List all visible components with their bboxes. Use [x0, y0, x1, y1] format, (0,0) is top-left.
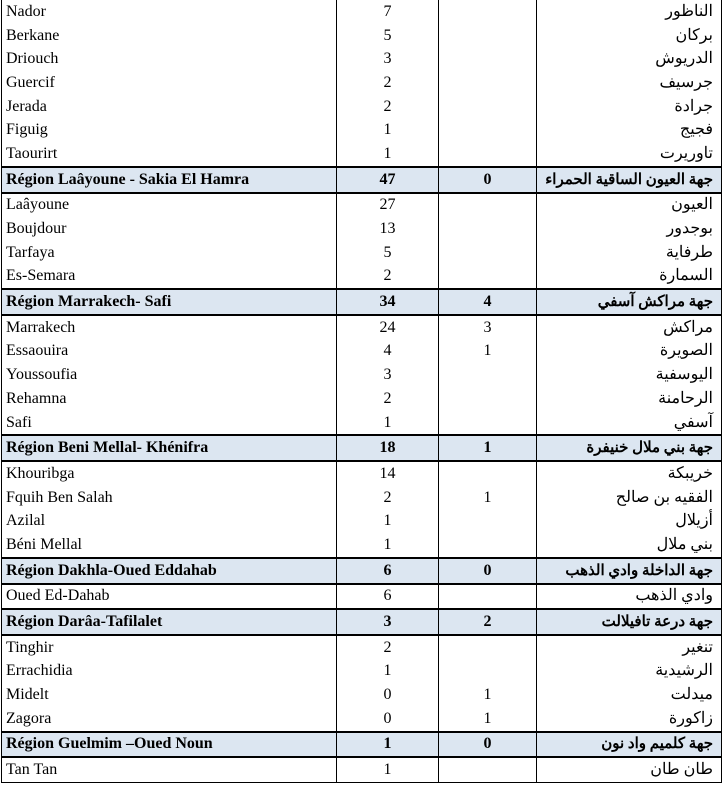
province-row [2, 24, 722, 48]
province-name-fr: Berkane [2, 24, 337, 48]
count-confirmed: 47 [337, 167, 439, 193]
province-name-ar: آسفي [537, 411, 722, 436]
count-secondary [439, 193, 537, 218]
count-secondary [439, 660, 537, 684]
count-confirmed: 5 [337, 24, 439, 48]
count-secondary: 0 [439, 558, 537, 584]
region-name-fr: Région Marrakech- Safi [2, 289, 337, 315]
count-secondary [439, 635, 537, 660]
province-name-fr: Marrakech [2, 315, 337, 340]
count-confirmed: 6 [337, 584, 439, 610]
count-secondary [439, 24, 537, 48]
province-row [2, 47, 722, 71]
count-secondary [439, 118, 537, 142]
province-name-fr: Boujdour [2, 217, 337, 241]
province-name-fr: Essaouira [2, 340, 337, 364]
province-name-fr: Rehamna [2, 387, 337, 411]
province-name-ar: زاكورة [537, 707, 722, 732]
count-secondary [439, 363, 537, 387]
province-row [2, 340, 722, 364]
province-row [2, 118, 722, 142]
province-name-fr: Laâyoune [2, 193, 337, 218]
count-confirmed: 1 [337, 118, 439, 142]
count-confirmed: 1 [337, 757, 439, 782]
province-name-fr: Fquih Ben Salah [2, 486, 337, 510]
province-name-ar: السمارة [537, 265, 722, 290]
province-row [2, 533, 722, 558]
count-secondary: 0 [439, 732, 537, 758]
count-secondary: 2 [439, 609, 537, 635]
cases-by-region-table [1, 0, 722, 783]
count-confirmed: 1 [337, 142, 439, 167]
count-secondary: 1 [439, 340, 537, 364]
province-row [2, 660, 722, 684]
count-secondary: 0 [439, 167, 537, 193]
region-name-fr: Région Guelmim –Oued Noun [2, 732, 337, 758]
province-name-fr: Azilal [2, 509, 337, 533]
region-name-ar: جهة الداخلة وادي الذهب [537, 558, 722, 584]
count-secondary: 4 [439, 289, 537, 315]
count-confirmed: 2 [337, 387, 439, 411]
region-row [2, 435, 722, 461]
count-secondary [439, 0, 537, 24]
count-secondary: 3 [439, 315, 537, 340]
region-name-fr: Région Laâyoune - Sakia El Hamra [2, 167, 337, 193]
count-confirmed: 3 [337, 47, 439, 71]
count-secondary [439, 757, 537, 782]
province-name-ar: بركان [537, 24, 722, 48]
province-name-fr: Tarfaya [2, 241, 337, 265]
province-name-ar: تاوريرت [537, 142, 722, 167]
province-name-fr: Béni Mellal [2, 533, 337, 558]
province-name-ar: طرفاية [537, 241, 722, 265]
province-name-fr: Jerada [2, 95, 337, 119]
province-name-ar: الصويرة [537, 340, 722, 364]
region-row [2, 558, 722, 584]
province-name-ar: طان طان [537, 757, 722, 782]
province-row [2, 509, 722, 533]
count-confirmed: 2 [337, 265, 439, 290]
province-row [2, 95, 722, 119]
count-confirmed: 13 [337, 217, 439, 241]
province-name-ar: اليوسفية [537, 363, 722, 387]
province-row [2, 683, 722, 707]
count-secondary: 1 [439, 707, 537, 732]
count-secondary [439, 387, 537, 411]
count-secondary: 1 [439, 486, 537, 510]
count-confirmed: 2 [337, 71, 439, 95]
count-confirmed: 1 [337, 660, 439, 684]
count-secondary [439, 142, 537, 167]
province-name-ar: جرادة [537, 95, 722, 119]
count-confirmed: 24 [337, 315, 439, 340]
province-row [2, 217, 722, 241]
province-row [2, 387, 722, 411]
province-name-ar: الفقيه بن صالح [537, 486, 722, 510]
province-name-ar: ميدلت [537, 683, 722, 707]
province-name-fr: Tinghir [2, 635, 337, 660]
count-secondary: 1 [439, 435, 537, 461]
province-row [2, 584, 722, 610]
province-name-ar: تنغير [537, 635, 722, 660]
region-name-fr: Région Dakhla-Oued Eddahab [2, 558, 337, 584]
count-confirmed: 27 [337, 193, 439, 218]
province-row [2, 265, 722, 290]
province-name-ar: خريبكة [537, 461, 722, 486]
count-confirmed: 1 [337, 533, 439, 558]
count-secondary [439, 411, 537, 436]
count-confirmed: 14 [337, 461, 439, 486]
province-row [2, 707, 722, 732]
province-name-fr: Tan Tan [2, 757, 337, 782]
province-name-ar: وادي الذهب [537, 584, 722, 610]
province-row [2, 757, 722, 782]
province-name-fr: Driouch [2, 47, 337, 71]
count-confirmed: 2 [337, 95, 439, 119]
province-name-ar: الرحامنة [537, 387, 722, 411]
province-row [2, 635, 722, 660]
province-row [2, 193, 722, 218]
count-secondary [439, 533, 537, 558]
province-name-fr: Midelt [2, 683, 337, 707]
region-name-fr: Région Darâa-Tafilalet [2, 609, 337, 635]
province-name-fr: Zagora [2, 707, 337, 732]
province-name-ar: بني ملال [537, 533, 722, 558]
province-name-fr: Errachidia [2, 660, 337, 684]
province-name-ar: مراكش [537, 315, 722, 340]
region-name-fr: Région Beni Mellal- Khénifra [2, 435, 337, 461]
province-name-ar: الرشيدية [537, 660, 722, 684]
count-secondary [439, 71, 537, 95]
province-row [2, 241, 722, 265]
count-secondary [439, 461, 537, 486]
province-row [2, 363, 722, 387]
province-name-fr: Safi [2, 411, 337, 436]
province-name-fr: Oued Ed-Dahab [2, 584, 337, 610]
count-confirmed: 3 [337, 609, 439, 635]
region-name-ar: جهة العيون الساقية الحمراء [537, 167, 722, 193]
province-name-fr: Youssoufia [2, 363, 337, 387]
province-name-ar: العيون [537, 193, 722, 218]
count-secondary [439, 509, 537, 533]
count-confirmed: 0 [337, 707, 439, 732]
region-row [2, 289, 722, 315]
province-row [2, 0, 722, 24]
count-confirmed: 4 [337, 340, 439, 364]
count-secondary [439, 584, 537, 610]
count-confirmed: 7 [337, 0, 439, 24]
province-name-ar: جرسيف [537, 71, 722, 95]
province-name-ar: فجيج [537, 118, 722, 142]
region-name-ar: جهة درعة تافيلالت [537, 609, 722, 635]
region-row [2, 609, 722, 635]
region-name-ar: جهة مراكش آسفي [537, 289, 722, 315]
count-secondary [439, 241, 537, 265]
province-row [2, 71, 722, 95]
province-name-fr: Nador [2, 0, 337, 24]
count-confirmed: 3 [337, 363, 439, 387]
count-secondary [439, 95, 537, 119]
region-row [2, 732, 722, 758]
province-name-fr: Figuig [2, 118, 337, 142]
province-name-fr: Es-Semara [2, 265, 337, 290]
count-confirmed: 2 [337, 635, 439, 660]
count-confirmed: 1 [337, 509, 439, 533]
count-secondary [439, 265, 537, 290]
province-row [2, 142, 722, 167]
count-confirmed: 5 [337, 241, 439, 265]
count-confirmed: 18 [337, 435, 439, 461]
province-name-ar: أزيلال [537, 509, 722, 533]
count-secondary [439, 217, 537, 241]
count-confirmed: 1 [337, 411, 439, 436]
province-row [2, 461, 722, 486]
count-confirmed: 2 [337, 486, 439, 510]
count-confirmed: 0 [337, 683, 439, 707]
province-name-fr: Guercif [2, 71, 337, 95]
province-name-ar: بوجدور [537, 217, 722, 241]
province-name-fr: Khouribga [2, 461, 337, 486]
count-confirmed: 6 [337, 558, 439, 584]
region-name-ar: جهة بني ملال خنيفرة [537, 435, 722, 461]
region-row [2, 167, 722, 193]
province-row [2, 411, 722, 436]
table-body [2, 0, 722, 783]
province-name-fr: Taourirt [2, 142, 337, 167]
count-confirmed: 34 [337, 289, 439, 315]
count-secondary [439, 47, 537, 71]
province-name-ar: الناظور [537, 0, 722, 24]
province-row [2, 486, 722, 510]
region-name-ar: جهة كلميم واد نون [537, 732, 722, 758]
province-name-ar: الدريوش [537, 47, 722, 71]
province-row [2, 315, 722, 340]
count-secondary: 1 [439, 683, 537, 707]
count-confirmed: 1 [337, 732, 439, 758]
